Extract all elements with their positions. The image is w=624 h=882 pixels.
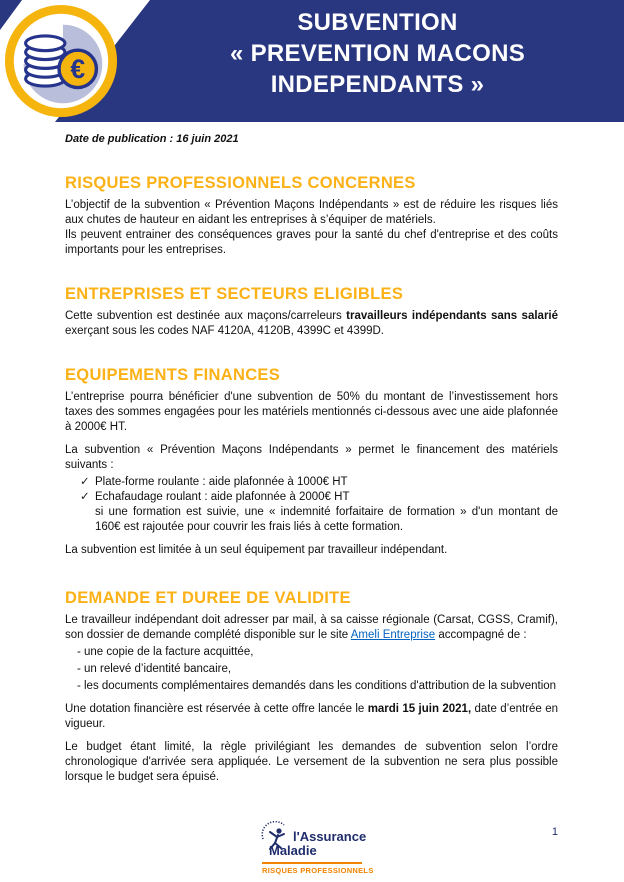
paragraph: L’objectif de la subvention « Prévention Maçons Indépendants » est de réduire les risques liés aux chutes de hauteur en aidant les entreprises à s’équiper de matériels.	[65, 199, 558, 226]
list-item-text: une copie de la facture acquittée,	[84, 646, 254, 658]
required-documents-list	[77, 645, 558, 694]
paragraph	[65, 613, 558, 643]
assurance-maladie-logo	[260, 821, 374, 877]
ameli-entreprise-link[interactable]: Ameli Entreprise	[350, 629, 436, 641]
text-run: accompagné de :	[435, 629, 527, 641]
paragraph	[65, 702, 558, 732]
logo-divider	[262, 862, 362, 864]
paragraph: La subvention est limitée à un seul équipement par travailleur indépendant.	[65, 544, 448, 556]
section-heading-risques: RISQUES PROFESSIONNELS CONCERNES	[65, 174, 416, 192]
document-title	[135, 7, 620, 100]
title-line-3: INDEPENDANTS »	[270, 71, 485, 98]
logo-text-line2: Maladie	[269, 843, 317, 858]
title-line-1: SUBVENTION	[297, 9, 458, 36]
text-run: Le travailleur indépendant doit adresser par mail, à sa caisse régionale (Carsat, CGSS, Cramif), son dossier de demande complété disponible sur le site	[65, 614, 558, 641]
paragraph	[65, 309, 558, 339]
text-run: exerçant sous les codes NAF 4120A, 4120B, 4399C et 4399D.	[65, 325, 385, 337]
paragraph: Le budget étant limité, la règle privilégiant les demandes de subvention selon l’ordre chronologique d'arrivée sera appliquée. Le versement de la subvention ne sera plus possible lorsque le budget sera épuisé.	[65, 741, 558, 783]
document-body	[0, 132, 624, 785]
list-item	[80, 475, 558, 490]
dash-bullet: -	[77, 680, 81, 692]
text-run-bold: mardi 15 juin 2021,	[367, 703, 472, 715]
list-item	[77, 645, 558, 660]
header-banner	[0, 0, 624, 122]
list-item	[77, 662, 558, 677]
dash-bullet: -	[77, 663, 81, 675]
list-item-text: un relevé d’identité bancaire,	[84, 663, 232, 675]
list-item-subtext: si une formation est suivie, une « indemnité forfaitaire de formation » d'un montant de 160€ est rajoutée pour couvrir les frais liés à cette formation.	[95, 506, 558, 533]
euro-symbol: €	[70, 54, 86, 85]
list-item-text: les documents complémentaires demandés dans les conditions d'attribution de la subvention	[84, 680, 557, 692]
euro-coins-icon	[2, 2, 120, 120]
publication-date: Date de publication : 16 juin 2021	[65, 133, 239, 145]
text-run-bold: travailleurs indépendants sans salarié	[346, 310, 559, 322]
check-icon: ✓	[80, 476, 90, 488]
text-run: Echafaudage roulant : aide plafonnée à 2000€ HT	[95, 491, 350, 503]
text-run: Une dotation financière est réservée à cette offre lancée le	[65, 703, 368, 715]
equipment-check-list	[80, 475, 558, 535]
list-item	[80, 490, 558, 535]
text-run: Cette subvention est destinée aux maçons/carreleurs	[65, 310, 347, 322]
logo-text-line1: l'Assurance	[293, 829, 367, 844]
paragraph: L’entreprise pourra bénéficier d'une subvention de 50% du montant de l’investissement hors taxes des sommes engagées pour les matériels mentionnés ci-dessous avec une aide plafonnée à 2000€ HT.	[65, 391, 558, 433]
paragraph: Ils peuvent entrainer des conséquences graves pour la santé du chef d'entreprise et des coûts importants pour les entreprises.	[65, 229, 558, 256]
page-number: 1	[551, 826, 558, 838]
section-heading-equipements: EQUIPEMENTS FINANCES	[65, 366, 281, 384]
list-item-text	[95, 490, 558, 535]
list-item-text: Plate-forme roulante : aide plafonnée à 1000€ HT	[95, 476, 348, 488]
logo-subtitle: RISQUES PROFESSIONNELS	[262, 866, 374, 875]
paragraph: La subvention « Prévention Maçons Indépendants » permet le financement des matériels suivants :	[65, 444, 558, 471]
text-run: date d’entrée en vigueur.	[65, 703, 558, 730]
list-item	[77, 679, 558, 694]
dash-bullet: -	[77, 646, 81, 658]
title-line-2: « PREVENTION MACONS	[229, 40, 526, 67]
section-heading-entreprises: ENTREPRISES ET SECTEURS ELIGIBLES	[65, 285, 404, 303]
section-heading-demande: DEMANDE ET DUREE DE VALIDITE	[65, 589, 351, 607]
check-icon: ✓	[80, 491, 90, 503]
